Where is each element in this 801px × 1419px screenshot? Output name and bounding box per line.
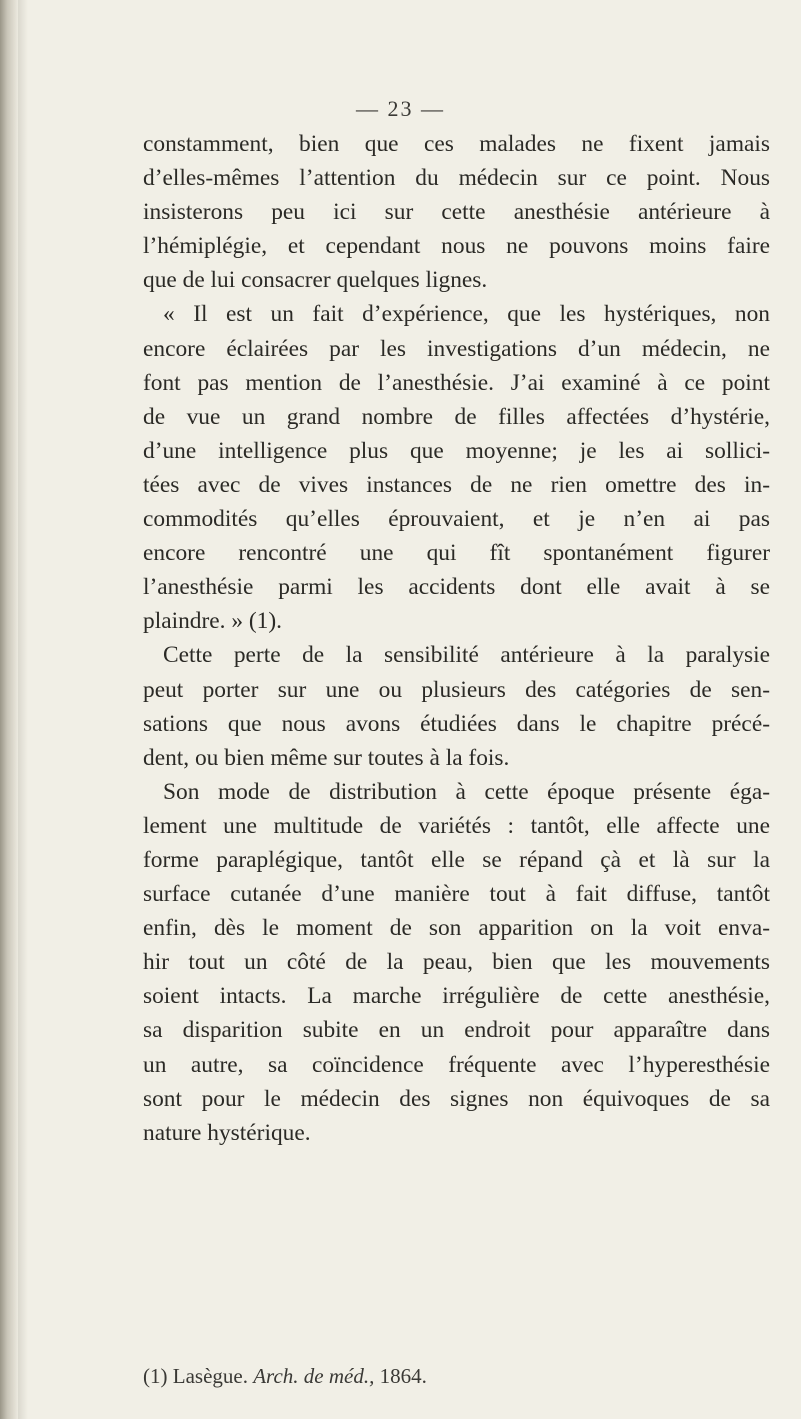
text-line: dent, ou bien même sur toutes à la fois. [143, 744, 510, 771]
footnote-source: Arch. de méd., [253, 1364, 375, 1388]
text-line: d’une intelligence plus que moyenne; je les ai sollici- [143, 437, 770, 464]
text-line: constamment, bien que ces malades ne fixent jamais [143, 131, 770, 157]
text-line: tées avec de vives instances de ne rien omettre des in- [143, 471, 770, 498]
text-line: lement une multitude de variétés : tantôt, elle affecte une [143, 812, 770, 839]
text-line: peut porter sur une ou plusieurs des catégories de sen- [143, 676, 770, 703]
text-line: Son mode de distribution à cette époque présente éga- [163, 778, 770, 805]
text-line: font pas mention de l’anesthésie. J’ai examiné à ce point [143, 369, 770, 396]
page-binding-shadow [18, 0, 28, 1419]
text-line: forme paraplégique, tantôt elle se répand çà et là sur la [143, 846, 770, 873]
text-line: « Il est un fait d’expérience, que les hystériques, non [163, 301, 770, 328]
text-line: l’hémiplégie, et cependant nous ne pouvons moins faire [143, 233, 770, 260]
text-line: encore éclairées par les investigations d’un médecin, ne [143, 335, 770, 362]
text-line: sa disparition subite en un endroit pour apparaître dans [143, 1017, 770, 1044]
text-line: un autre, sa coïncidence fréquente avec l’hyperesthésie [143, 1051, 770, 1078]
body-text [143, 127, 770, 1150]
text-line: nature hystérique. [143, 1119, 311, 1146]
text-line: l’anesthésie parmi les accidents dont elle avait à se [143, 574, 770, 601]
page-number: — 23 — [356, 96, 445, 121]
text-line: que de lui consacrer quelques lignes. [143, 267, 488, 294]
text-line: plaindre. » (1). [143, 608, 282, 635]
text-line: commodités qu’elles éprouvaient, et je n’en ai pas [143, 506, 770, 533]
text-line: sont pour le médecin des signes non équivoques de sa [143, 1085, 770, 1112]
text-line: d’elles-mêmes l’attention du médecin sur ce point. Nous [143, 165, 770, 192]
text-line: soient intacts. La marche irrégulière de cette anesthésie, [143, 983, 770, 1010]
text-line: surface cutanée d’une manière tout à fait diffuse, tantôt [143, 881, 770, 908]
footnote-author: Lasègue. [172, 1364, 248, 1388]
text-line: de vue un grand nombre de filles affectées d’hystérie, [143, 403, 770, 430]
page-binding-edge [0, 0, 18, 1419]
text-line: insisterons peu ici sur cette anesthésie antérieure à [143, 199, 770, 226]
footnote-year: 1864. [379, 1364, 427, 1388]
text-line: enfin, dès le moment de son apparition on la voit enva- [143, 915, 770, 942]
footnote [143, 1364, 770, 1389]
footnote-marker: (1) [143, 1364, 168, 1388]
text-line: Cette perte de la sensibilité antérieure à la paralysie [163, 642, 770, 669]
text-line: encore rencontré une qui fît spontanément figurer [143, 540, 770, 567]
text-line: hir tout un côté de la peau, bien que les mouvements [143, 949, 770, 976]
text-line: sations que nous avons étudiées dans le chapitre précé- [143, 710, 770, 737]
